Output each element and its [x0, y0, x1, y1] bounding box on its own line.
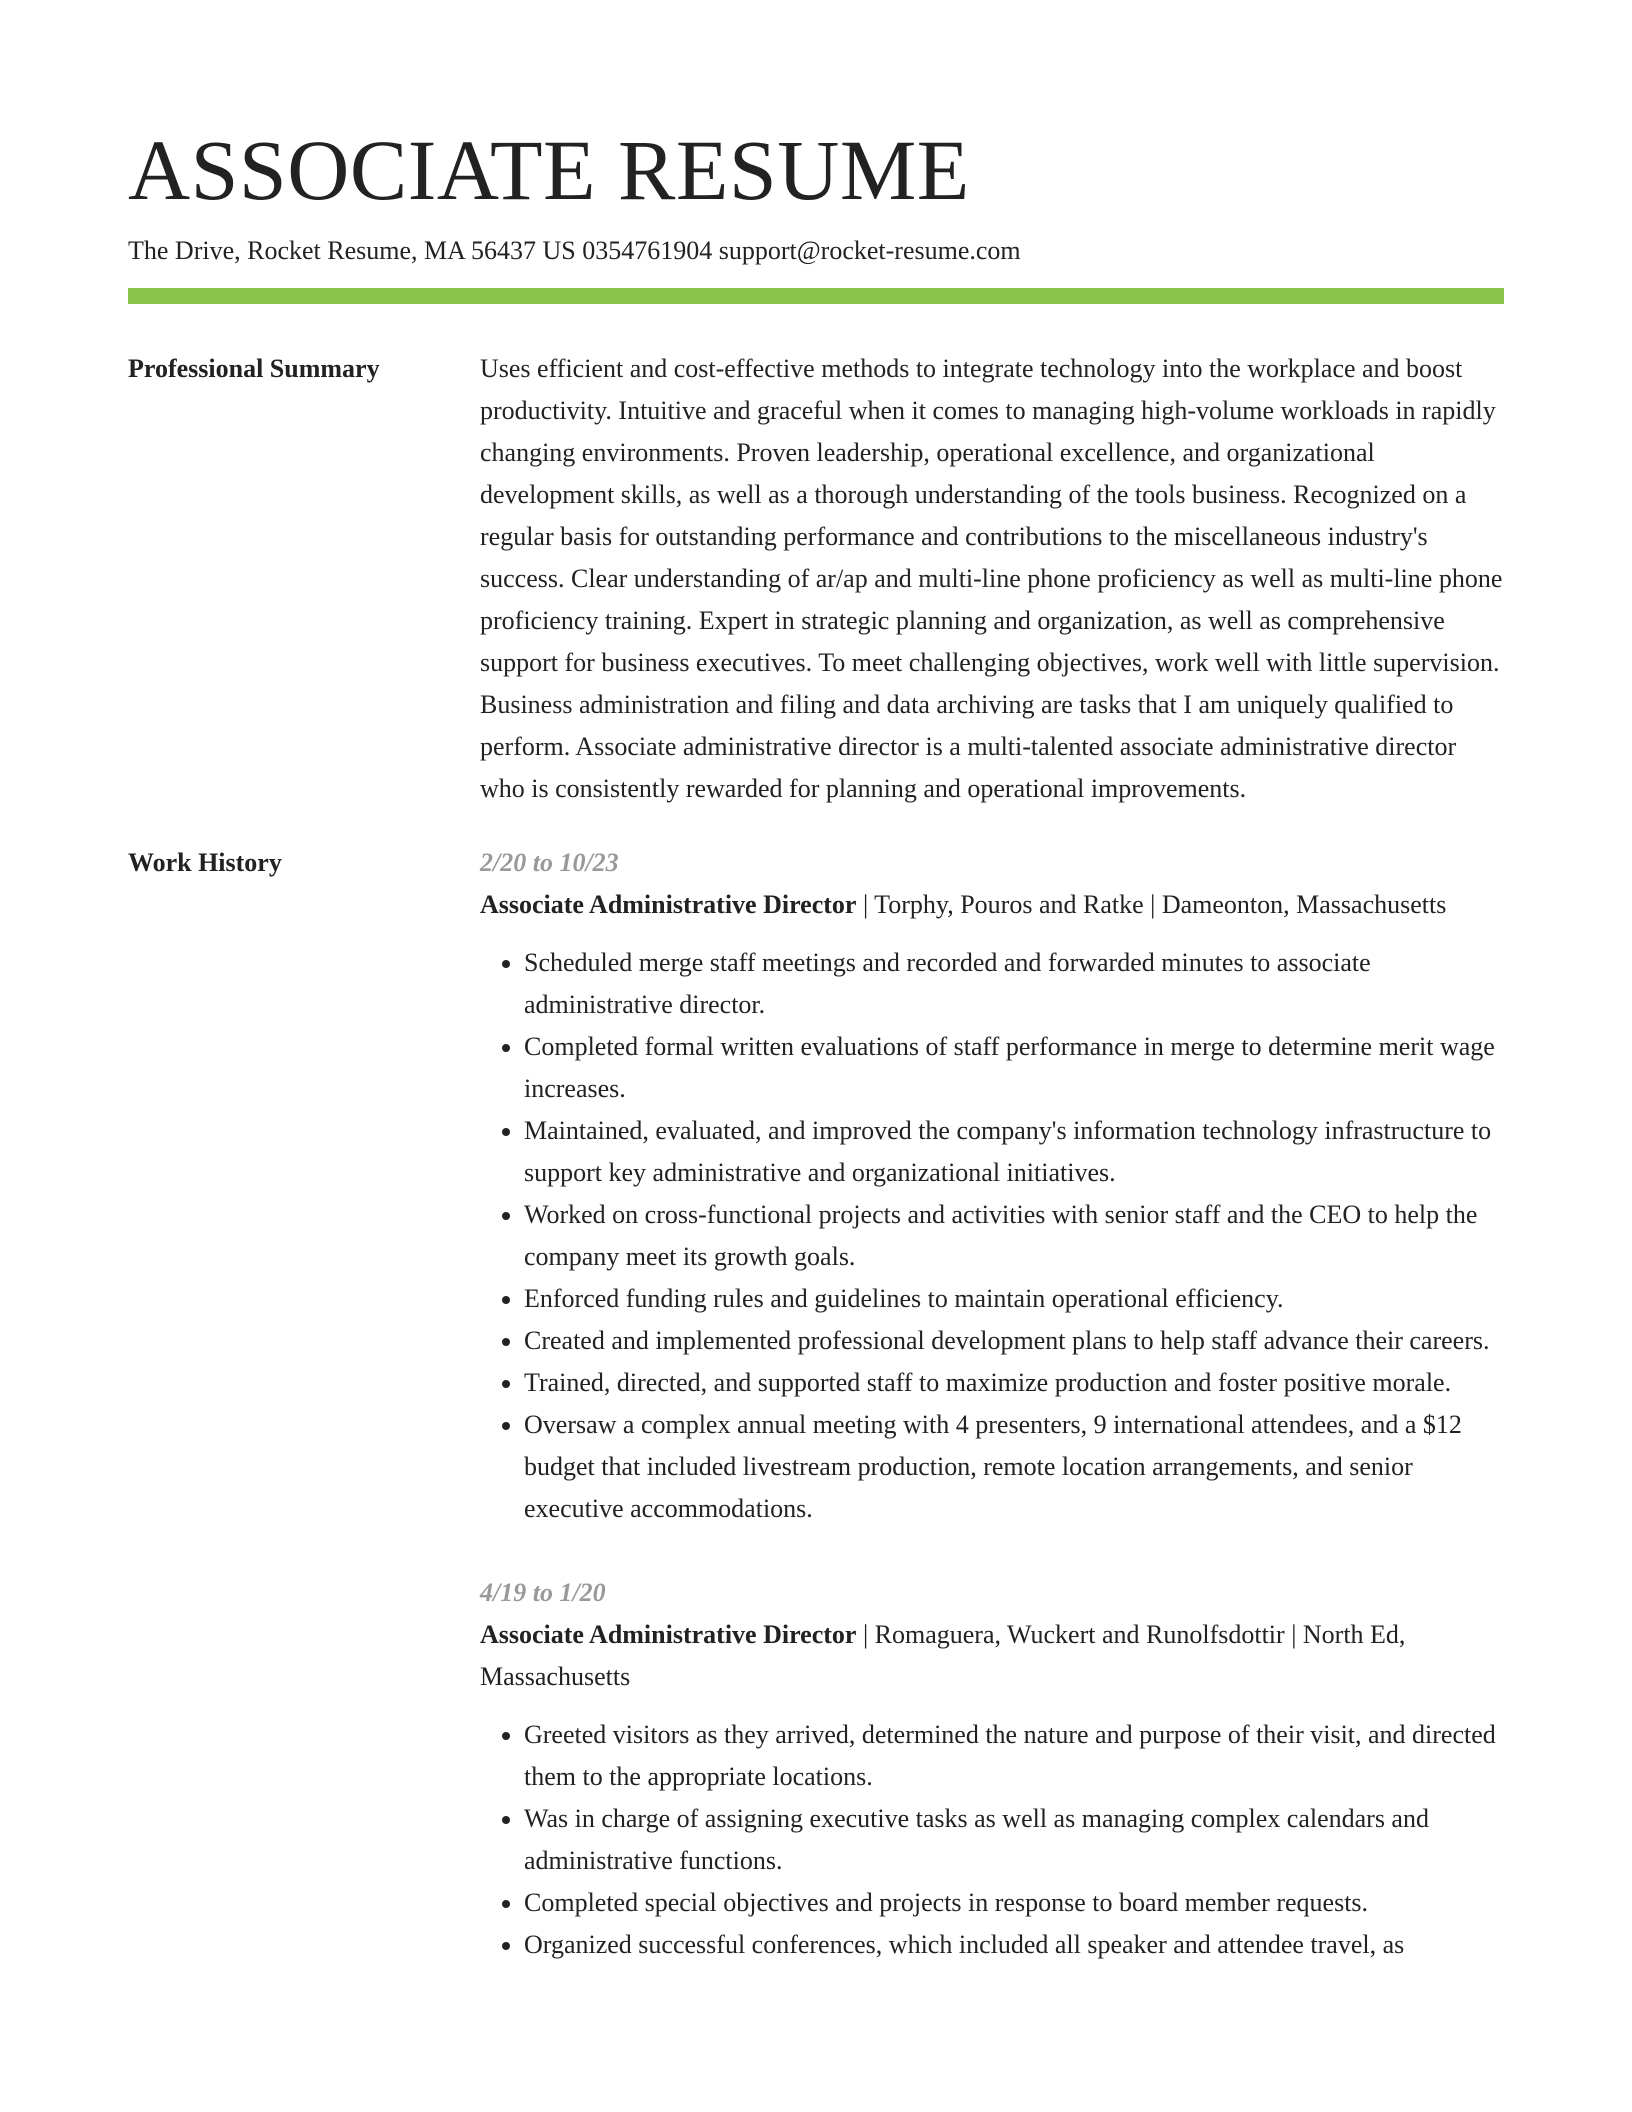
job-bullet: • Greeted visitors as they arrived, determined the nature and purpose of their visit, and directed them to the appropriate locations. [524, 1714, 1504, 1798]
job-bullet: • Maintained, evaluated, and improved the company's information technology infrastructure to support key administrative and organizational initiatives. [524, 1110, 1504, 1194]
job-bullet-list [480, 942, 1504, 1530]
job-bullet: • Completed special objectives and projects in response to board member requests. [524, 1882, 1504, 1924]
job-bullet: • Organized successful conferences, which included all speaker and attendee travel, as [524, 1924, 1504, 1966]
job-title: Associate Administrative Director [480, 890, 857, 919]
job-bullet: • Worked on cross-functional projects and activities with senior staff and the CEO to help the company meet its growth goals. [524, 1194, 1504, 1278]
job-title: Associate Administrative Director [480, 1620, 857, 1649]
work-history-heading: Work History [128, 848, 282, 877]
job-bullet: • Enforced funding rules and guidelines to maintain operational efficiency. [524, 1278, 1504, 1320]
job-dates: 4/19 to 1/20 [480, 1578, 606, 1607]
summary-text: Uses efficient and cost-effective methods to integrate technology into the workplace and boost productivity. Intuitive and graceful when it comes to managing high-volume workloads in rapidly changing environments. Proven leadership, operational excellence, and organizational development skills, as well as a thorough understanding of the tools business. Recognized on a regular basis for outstanding performance and contributions to the miscellaneous industry's success. Clear understanding of ar/ap and multi-line phone proficiency as well as multi-line phone proficiency training. Expert in strategic planning and organization, as well as comprehensive support for business executives. To meet challenging objectives, work well with little supervision. Business administration and filing and data archiving are tasks that I am uniquely qualified to perform. Associate administrative director is a multi-talented associate administrative director who is consistently rewarded for planning and operational improvements. [480, 354, 1503, 803]
accent-divider [128, 288, 1504, 304]
job-entry [480, 1572, 1504, 1966]
work-history-section [128, 842, 1504, 2008]
job-employer-location: | Romaguera, Wuckert and Runolfsdottir | North Ed, Massachusetts [480, 1620, 1406, 1691]
job-bullet: • Oversaw a complex annual meeting with 4 presenters, 9 international attendees, and a $12 budget that included livestream production, remote location arrangements, and senior executive accommodations. [524, 1404, 1504, 1530]
job-bullet: • Was in charge of assigning executive tasks as well as managing complex calendars and administrative functions. [524, 1798, 1504, 1882]
job-bullet-list [480, 1714, 1504, 1966]
professional-summary-section [128, 348, 1504, 810]
job-bullet: • Trained, directed, and supported staff to maximize production and foster positive morale. [524, 1362, 1504, 1404]
job-dates: 2/20 to 10/23 [480, 848, 619, 877]
resume-title: ASSOCIATE RESUME [128, 122, 970, 218]
job-employer-location: | Torphy, Pouros and Ratke | Dameonton, Massachusetts [856, 890, 1447, 919]
professional-summary-heading: Professional Summary [128, 354, 380, 383]
job-heading [480, 884, 1504, 926]
contact-line: The Drive, Rocket Resume, MA 56437 US 0354761904 support@rocket-resume.com [128, 236, 1021, 265]
work-history-body [480, 842, 1504, 2008]
job-bullet: • Scheduled merge staff meetings and recorded and forwarded minutes to associate administrative director. [524, 942, 1504, 1026]
job-bullet: • Completed formal written evaluations of staff performance in merge to determine merit wage increases. [524, 1026, 1504, 1110]
job-bullet: • Created and implemented professional development plans to help staff advance their careers. [524, 1320, 1504, 1362]
job-entry [480, 842, 1504, 1530]
job-heading [480, 1614, 1504, 1698]
professional-summary-body [480, 348, 1504, 810]
